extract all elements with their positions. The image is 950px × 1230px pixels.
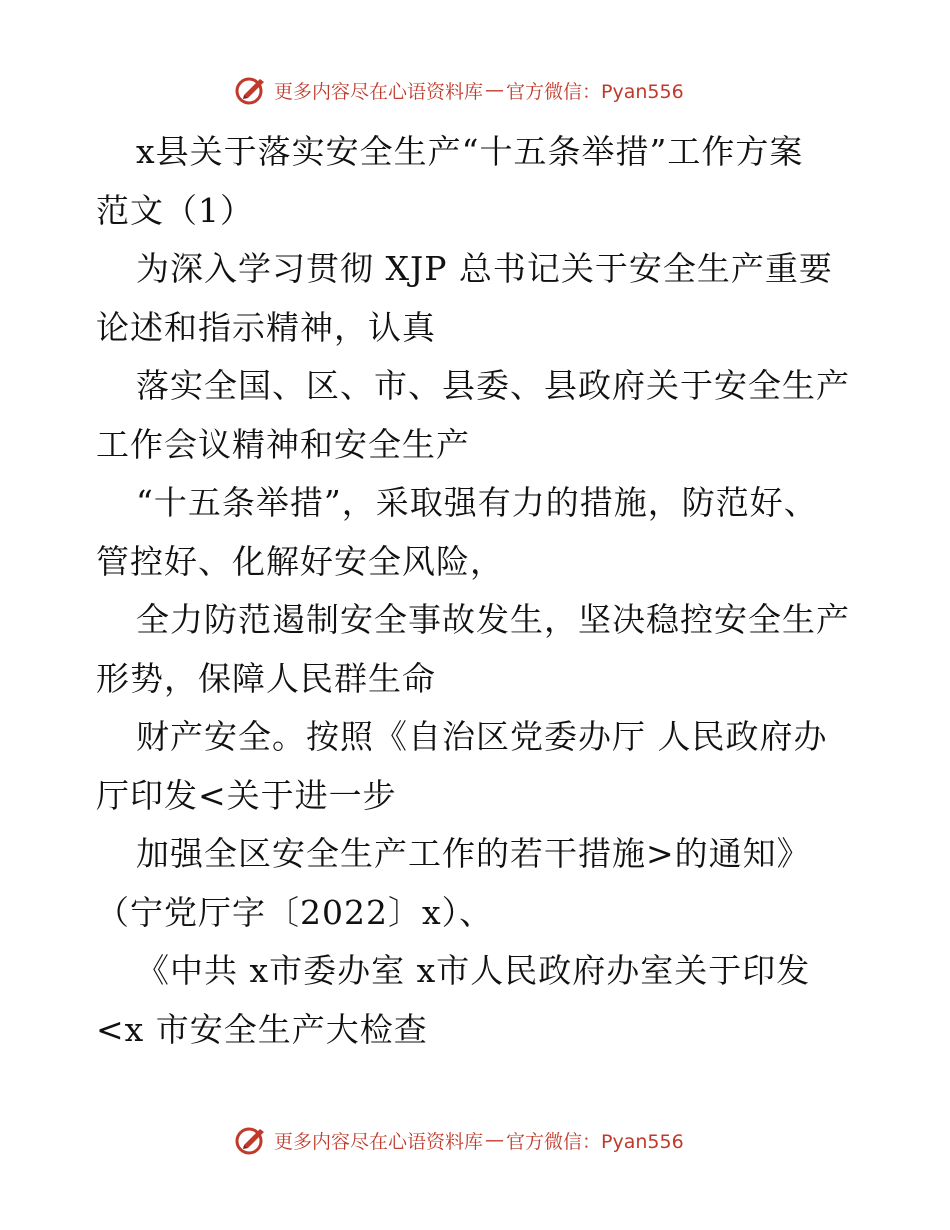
pen-logo-icon bbox=[234, 73, 268, 107]
document-title-line-2: 范文（1） bbox=[96, 190, 254, 230]
paragraph-line: 形势，保障人民群生命 bbox=[96, 658, 436, 698]
paragraph-line: “十五条举措”，采取强有力的措施，防范好、 bbox=[136, 483, 818, 522]
paragraph-line: <x 市安全生产大检查 bbox=[96, 1009, 428, 1049]
paragraph-line: 落实全国、区、市、县委、县政府关于安全生产 bbox=[136, 366, 850, 405]
banner-separator: — bbox=[485, 1129, 505, 1151]
banner-separator: — bbox=[485, 79, 505, 101]
banner-contact-text: 官方微信：Pyan556 bbox=[506, 80, 684, 103]
paragraph-line: 管控好、化解好安全风险， bbox=[96, 541, 504, 581]
document-title-line-1: x县关于落实安全生产“十五条举措”工作方案 bbox=[136, 132, 804, 171]
paragraph-line: 为深入学习贯彻 XJP 总书记关于安全生产重要 bbox=[136, 249, 833, 288]
pen-logo-icon bbox=[234, 1123, 268, 1157]
paragraph-line: 全力防范遏制安全事故发生，坚决稳控安全生产 bbox=[136, 600, 850, 639]
paragraph-line: 论述和指示精神，认真 bbox=[96, 307, 436, 347]
banner-site-text: 更多内容尽在心语资料库 bbox=[274, 1130, 484, 1153]
header-watermark-banner bbox=[234, 72, 684, 108]
paragraph-line: 加强全区安全生产工作的若干措施>的通知》 bbox=[136, 834, 811, 873]
footer-watermark-banner bbox=[234, 1122, 684, 1158]
paragraph-line: （宁党厅字〔2022〕x）、 bbox=[96, 892, 494, 932]
paragraph-line: 《中共 x市委办室 x市人民政府办室关于印发 bbox=[136, 951, 811, 990]
banner-contact-text: 官方微信：Pyan556 bbox=[506, 1130, 684, 1153]
paragraph-line: 厅印发<关于进一步 bbox=[96, 775, 397, 815]
paragraph-line: 财产安全。按照《自治区党委办厅 人民政府办 bbox=[136, 717, 828, 756]
paragraph-line: 工作会议精神和安全生产 bbox=[96, 424, 470, 464]
banner-site-text: 更多内容尽在心语资料库 bbox=[274, 80, 484, 103]
document-body bbox=[96, 123, 856, 1059]
